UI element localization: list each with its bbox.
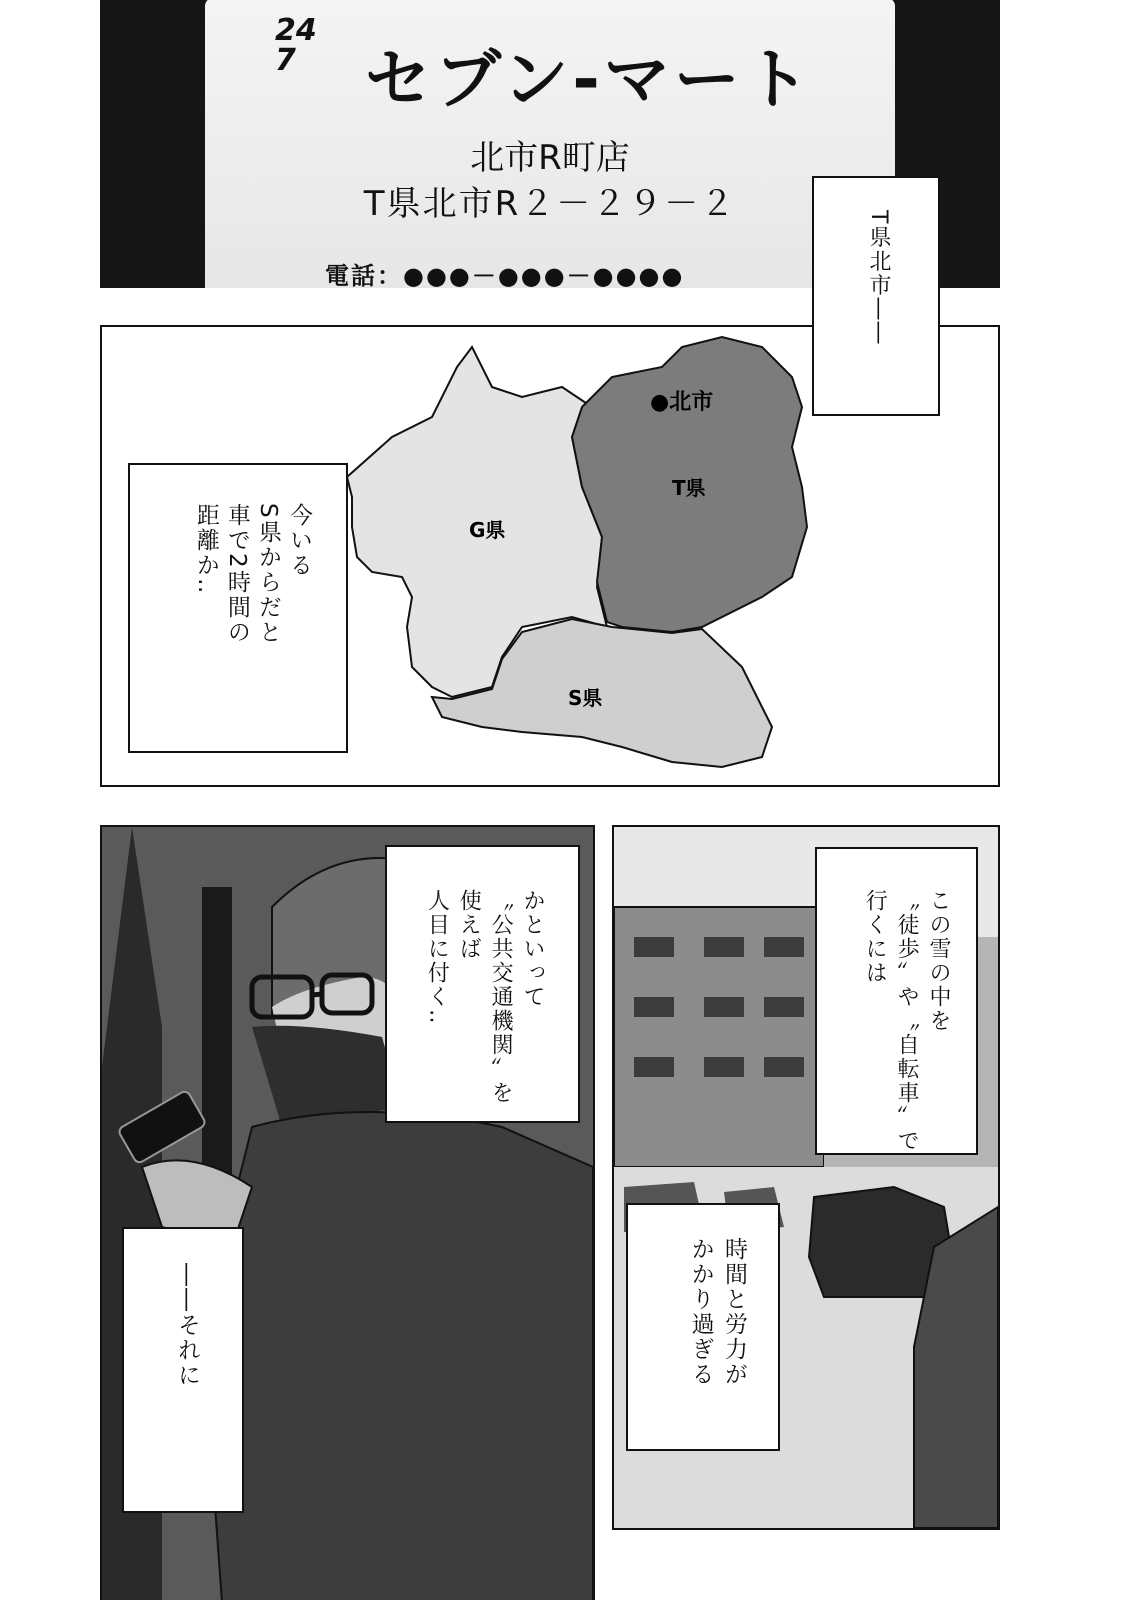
- caption-snow-text: この雪の中を 〝徒歩〟や〝自転車〟で 行くには: [862, 889, 951, 1153]
- map-s-prefecture-label: S県: [568, 686, 603, 710]
- caption-distance: [128, 463, 348, 753]
- caption-distance-text: 今いる S県からだと 車で2時間の 距離か‥: [192, 503, 312, 645]
- caption-snow: [815, 847, 978, 1155]
- caption-kitashi-text: T県北市――: [866, 210, 891, 346]
- map-city-label: ●北市: [650, 390, 714, 415]
- caption-public-transport-text: かといって 〝公共交通機関〟を 使えば 人目に付く‥: [424, 889, 545, 1105]
- store-logo: [275, 13, 317, 78]
- caption-time-effort-text: 時間と労力が かかり過ぎる: [687, 1237, 747, 1387]
- store-phone: 電話：●●●－●●●－●●●●: [325, 262, 685, 288]
- caption-soreni: [122, 1227, 244, 1513]
- store-logo-top: 24: [275, 13, 317, 48]
- caption-time-effort: [626, 1203, 780, 1451]
- store-sign-board: [205, 0, 895, 288]
- map-t-prefecture-label: T県: [672, 476, 706, 500]
- caption-kitashi: [812, 176, 940, 416]
- store-name: セブン-マート: [365, 41, 814, 118]
- map-g-prefecture-label: G県: [469, 518, 506, 542]
- caption-soreni-text: ――それに: [174, 1263, 200, 1388]
- store-logo-bottom: 7: [275, 43, 296, 78]
- store-branch: 北市R町店: [470, 138, 630, 178]
- caption-public-transport: [385, 845, 580, 1123]
- store-address: T県北市R２－２９－２: [363, 184, 737, 224]
